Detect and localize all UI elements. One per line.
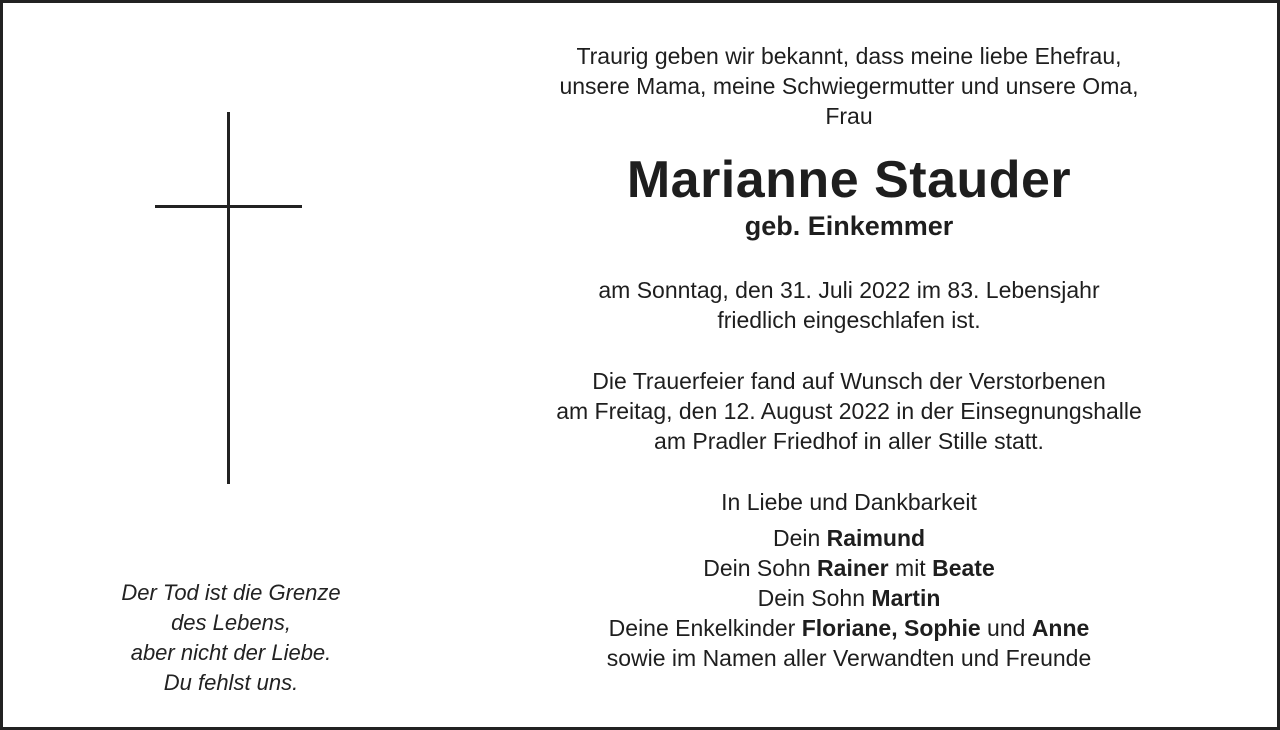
mourner-name: Beate <box>932 555 995 581</box>
mourner-prefix: Dein Sohn <box>703 555 818 581</box>
quote-line: Du fehlst uns. <box>163 670 299 695</box>
mourner-son-rainer <box>473 553 1225 583</box>
funeral-line: am Pradler Friedhof in aller Stille statt. <box>654 428 1044 454</box>
funeral-line: am Freitag, den 12. August 2022 in der Einsegnungshalle <box>556 398 1142 424</box>
mourner-prefix: Deine Enkelkinder <box>608 615 802 641</box>
mourner-name: Anne <box>1031 615 1090 641</box>
mourner-name: Rainer <box>817 555 889 581</box>
death-line: friedlich eingeschlafen ist. <box>717 307 981 333</box>
deceased-name: Marianne Stauder <box>626 151 1072 209</box>
mourner-name: Martin <box>871 585 941 611</box>
intro-line: Frau <box>825 103 873 129</box>
quote-line: aber nicht der Liebe. <box>130 640 332 665</box>
mourner-others: sowie im Namen aller Verwandten und Freunde <box>606 645 1092 671</box>
closing-phrase: In Liebe und Dankbarkeit <box>721 489 977 515</box>
quote-line: des Lebens, <box>171 610 291 635</box>
mourner-prefix: Dein <box>772 525 827 551</box>
mourner-connector: und <box>980 615 1032 641</box>
cross-horizontal-bar <box>155 205 302 208</box>
mourner-name: Raimund <box>826 525 926 551</box>
death-line: am Sonntag, den 31. Juli 2022 im 83. Lebensjahr <box>598 277 1100 303</box>
funeral-line: Die Trauerfeier fand auf Wunsch der Verstorbenen <box>592 368 1106 394</box>
memorial-quote <box>81 578 381 698</box>
mourner-name: Floriane, Sophie <box>801 615 981 641</box>
mourner-connector: mit <box>888 555 933 581</box>
mourner-grandchildren <box>473 613 1225 643</box>
intro-line: unsere Mama, meine Schwiegermutter und unsere Oma, <box>559 73 1139 99</box>
maiden-name: geb. Einkemmer <box>744 211 954 241</box>
cross-vertical-bar <box>227 112 230 484</box>
mourner-husband <box>473 523 1225 553</box>
mourner-prefix: Dein Sohn <box>757 585 872 611</box>
intro-line: Traurig geben wir bekannt, dass meine liebe Ehefrau, <box>576 43 1122 69</box>
mourner-son-martin <box>473 583 1225 613</box>
announcement-text <box>473 41 1225 673</box>
quote-line: Der Tod ist die Grenze <box>121 580 341 605</box>
